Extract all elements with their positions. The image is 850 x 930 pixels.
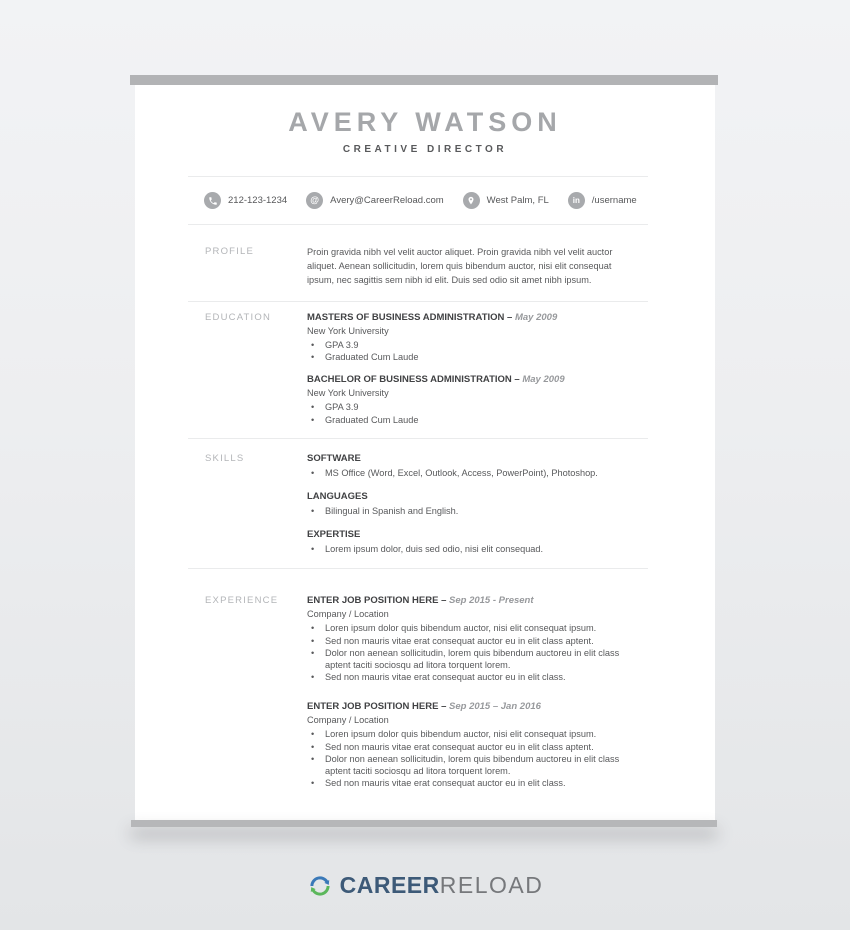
profile-label: PROFILE — [205, 246, 255, 257]
contact-linkedin-text: /username — [591, 195, 637, 206]
job-title-line — [307, 700, 630, 713]
job-title-line — [307, 594, 630, 607]
profile-text: Proin gravida nibh vel velit auctor aliquet. Proin gravida nibh vel velit auctor aliquet. Aenean sollicitudin, lorem quis bibendum auctor, nisi elit consequat ipsum, nec sagittis sem nibh id elit. Duis sed odio sit amet nibh ipsum. — [307, 247, 613, 285]
bullet-item: • Sed non mauris vitae erat consequat auctor eu in elit class. — [307, 777, 630, 789]
education-bullets — [307, 339, 630, 363]
contact-phone — [204, 192, 287, 209]
bullet-item: • Sed non mauris vitae erat consequat auctor eu in elit class. — [307, 671, 630, 683]
bullet-item: • GPA 3.9 — [307, 339, 630, 351]
bullet-item: • Graduated Cum Laude — [307, 351, 630, 363]
brand-reload: RELOAD — [439, 872, 544, 898]
bullet-item: • MS Office (Word, Excel, Outlook, Access, PowerPoint), Photoshop. — [307, 467, 630, 479]
skill-group — [307, 528, 630, 555]
contact-email — [306, 192, 444, 209]
bullet-item: • Sed non mauris vitae erat consequat auctor eu in elit class aptent. — [307, 741, 630, 753]
linkedin-glyph: in — [572, 195, 580, 205]
careerreload-logo[interactable] — [0, 872, 850, 899]
contact-linkedin — [568, 192, 637, 209]
job-date: Sep 2015 – Jan 2016 — [449, 701, 541, 713]
paper-top-edge — [130, 75, 718, 85]
education-bullets — [307, 401, 630, 425]
linkedin-icon — [568, 192, 585, 209]
contact-email-text: Avery@CareerReload.com — [330, 195, 444, 206]
school-name: New York University — [307, 326, 389, 336]
skill-bullets — [307, 467, 630, 479]
bullet-item: • Sed non mauris vitae erat consequat auctor eu in elit class aptent. — [307, 635, 630, 647]
education-entries — [307, 311, 630, 426]
brand-text — [340, 872, 544, 899]
job-company: Company / Location — [307, 715, 389, 726]
email-glyph: @ — [310, 195, 320, 205]
paper-bottom-edge — [131, 820, 717, 827]
resume-name: AVERY WATSON — [288, 107, 562, 137]
experience-label: EXPERIENCE — [205, 595, 279, 607]
education-label: EDUCATION — [205, 312, 272, 323]
resume-page — [135, 85, 715, 820]
job-position: ENTER JOB POSITION HERE – — [307, 701, 447, 713]
degree-title — [307, 373, 630, 386]
skill-heading: EXPERTISE — [307, 529, 361, 541]
bullet-item: • Dolor non aenean sollicitudin, lorem quis bibendum auctoreu in elit class aptent taciti sociosqu ad litora torquent lorem. — [307, 647, 630, 671]
reload-arrows-icon — [307, 873, 333, 899]
location-pin-icon — [463, 192, 480, 209]
bullet-item: • Bilingual in Spanish and English. — [307, 505, 630, 517]
skill-heading: LANGUAGES — [307, 491, 368, 503]
education-entry — [307, 373, 630, 425]
resume-job-title: CREATIVE DIRECTOR — [342, 144, 508, 155]
skill-heading: SOFTWARE — [307, 452, 361, 464]
phone-icon — [204, 192, 221, 209]
degree-name: BACHELOR OF BUSINESS ADMINISTRATION – — [307, 374, 520, 386]
bullet-item: • Dolor non aenean sollicitudin, lorem quis bibendum auctoreu in elit class aptent taciti sociosqu ad litora torquent lorem. — [307, 753, 630, 777]
job-date: Sep 2015 - Present — [449, 595, 534, 607]
experience-entries — [307, 594, 630, 789]
section-experience — [188, 569, 648, 789]
skill-group — [307, 490, 630, 517]
skill-bullets — [307, 543, 630, 555]
experience-entry — [307, 700, 630, 789]
contact-phone-text: 212-123-1234 — [228, 195, 288, 206]
degree-name: MASTERS OF BUSINESS ADMINISTRATION – — [307, 312, 513, 323]
section-skills — [188, 439, 648, 569]
skills-label: SKILLS — [205, 452, 245, 464]
skill-group — [307, 452, 630, 479]
brand-career: CAREER — [339, 872, 440, 898]
school-name: New York University — [307, 388, 389, 399]
job-position: ENTER JOB POSITION HERE – — [307, 595, 447, 607]
contact-location-text: West Palm, FL — [486, 195, 549, 206]
section-education — [188, 302, 648, 438]
email-at-icon — [306, 192, 323, 209]
education-entry — [307, 311, 630, 363]
bullet-item: • GPA 3.9 — [307, 401, 630, 413]
skills-groups — [307, 452, 630, 556]
bullet-item: • Graduated Cum Laude — [307, 414, 630, 426]
job-bullets — [307, 622, 630, 683]
section-profile — [188, 225, 648, 301]
degree-date: May 2009 — [522, 374, 565, 386]
bullet-item: • Loren ipsum dolor quis bibendum auctor, nisi elit consequat ipsum. — [307, 622, 630, 634]
contact-location — [463, 192, 549, 209]
job-bullets — [307, 728, 630, 789]
bullet-item: • Lorem ipsum dolor, duis sed odio, nisi elit consequad. — [307, 543, 630, 555]
job-company: Company / Location — [307, 609, 389, 620]
degree-title — [307, 311, 630, 324]
bullet-item: • Loren ipsum dolor quis bibendum auctor, nisi elit consequat ipsum. — [307, 728, 630, 740]
degree-date: May 2009 — [514, 312, 558, 323]
experience-entry — [307, 594, 630, 683]
contact-row — [188, 177, 648, 224]
skill-bullets — [307, 505, 630, 517]
